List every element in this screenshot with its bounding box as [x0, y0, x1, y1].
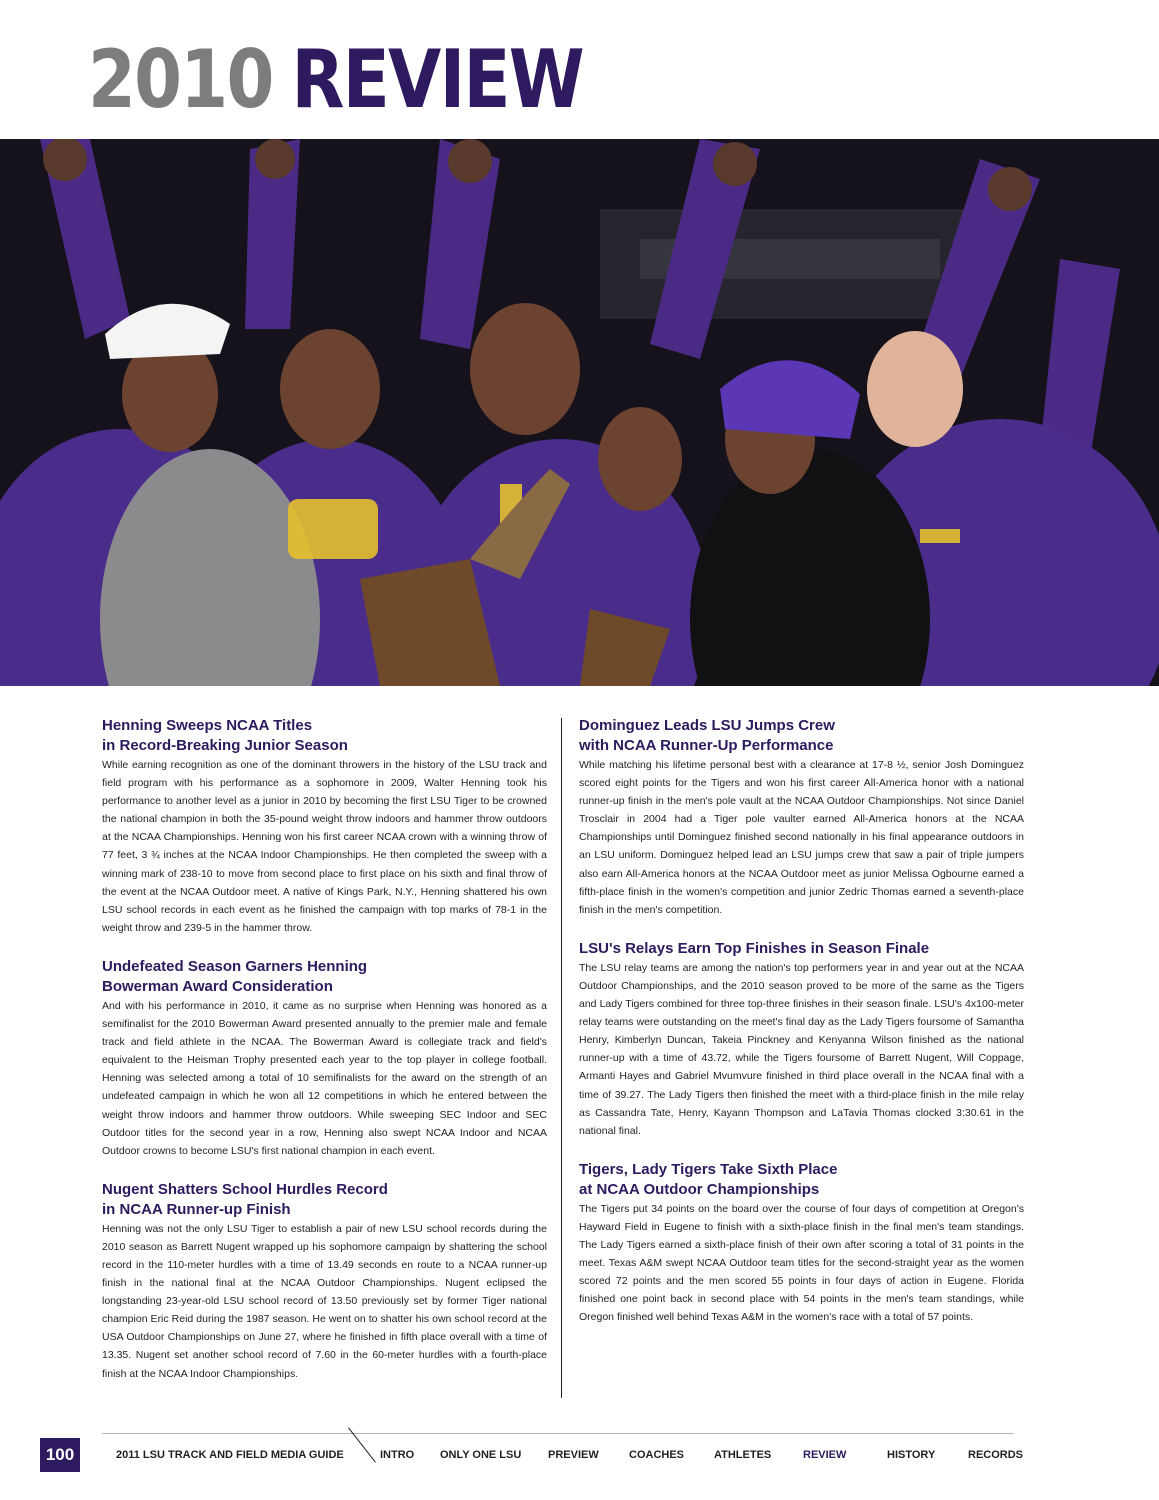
guide-title: 2011 LSU TRACK AND FIELD MEDIA GUIDE	[116, 1449, 344, 1461]
nav-preview[interactable]: PREVIEW	[548, 1449, 599, 1461]
heading-line: Nugent Shatters School Hurdles Record	[102, 1180, 388, 1198]
heading-line: in Record-Breaking Junior Season	[102, 737, 348, 754]
title-word: REVIEW	[291, 33, 583, 126]
article-heading	[102, 1180, 547, 1220]
article-body: The Tigers put 34 points on the board over the course of four days of competition at Oregon's Hayward Field in Eugene to finish with a sixth-place finish in the final men's team standings. The Lady Tigers earned a sixth-place finish of their own after scoring a total of 31 points in the meet. Texas A&M swept NCAA Outdoor team titles for the second-straight year as the women scored 72 points and the men scored 55 points in four days of action in Eugene. Florida finished one point back in second place with 54 points in the men's team standings, while Oregon finished well behind Texas A&M in the women's race with a total of 57 points.	[579, 1202, 1024, 1324]
article-heading	[102, 957, 547, 997]
team-celebration-photo	[0, 139, 1159, 686]
nav-records[interactable]: RECORDS	[968, 1449, 1024, 1461]
heading-line: Bowerman Award Consideration	[102, 977, 333, 995]
article-dominguez	[579, 716, 1024, 919]
left-column	[102, 716, 547, 1403]
page-number: 100	[40, 1438, 80, 1472]
article-body: And with his performance in 2010, it came as no surprise when Henning was honored as a semifinalist for the 2010 Bowerman Award presented annually to the premier male and female track and field athlete in the NCAA. The Bowerman Award is collegiate track and field's equivalent to the Heisman Trophy presented each year to the top player in college football. Henning was selected among a total of 10 semifinalists for the award on the strength of an undefeated campaign in which he won all 12 competitions in which he entered between the weight throw indoors and hammer throw outdoors. While sweeping SEC Indoor and SEC Outdoor titles for the second year in a row, Henning also swept NCAA Indoor and NCAA Outdoor crowns to become LSU's first national champion in each event.	[102, 999, 547, 1157]
heading-line: Undefeated Season Garners Henning	[102, 957, 368, 975]
nav-coaches[interactable]: COACHES	[629, 1449, 685, 1461]
nav-intro[interactable]: INTRO	[380, 1449, 415, 1461]
article-heading	[102, 716, 547, 756]
title-year: 2010	[88, 33, 273, 126]
article-sixth-place	[579, 1160, 1024, 1327]
heading-line: Henning Sweeps NCAA Titles	[102, 717, 313, 734]
nav-history[interactable]: HISTORY	[887, 1449, 936, 1461]
nav-only-one-lsu[interactable]: ONLY ONE LSU	[440, 1449, 522, 1461]
article-relays	[579, 939, 1024, 1140]
heading-line: in NCAA Runner-up Finish	[102, 1200, 291, 1218]
article-henning-titles	[102, 716, 547, 937]
heading-line: Dominguez Leads LSU Jumps Crew	[579, 717, 835, 734]
article-body: The LSU relay teams are among the nation's top performers year in and year out at the NCAA Outdoor Championships, and the 2010 season proved to be more of the same as the Tigers and Lady Tigers combined for three top-three finishes in their season finale. LSU's 4x100-meter relay teams were outstanding on the meet's final day as the Lady Tigers foursome of Samantha Henry, Kimberlyn Duncan, Takeia Pinckney and Kenyanna Wilson finished as the national runner-up with a time of 43.72, while the Tigers foursome of Barrett Nugent, Will Coppage, Armanti Hayes and Gabriel Mvumvure finished in third place overall in the NCAA final with a time of 39.27. The Lady Tigers then finished the meet with a third-place finish in the mile relay as Cassandra Tate, Henry, Kayann Thompson and LaTavia Thomas clocked 3:30.61 in the national final.	[579, 961, 1024, 1137]
nav-review[interactable]: REVIEW	[803, 1449, 847, 1461]
photo-illustration	[0, 139, 1159, 686]
article-heading	[579, 1160, 1024, 1200]
heading-line: Tigers, Lady Tigers Take Sixth Place	[579, 1160, 838, 1178]
footer-rule	[102, 1433, 1014, 1434]
article-heading	[579, 716, 1024, 756]
column-divider	[561, 718, 562, 1398]
article-body: While matching his lifetime personal best with a clearance at 17-8 ½, senior Josh Dominguez scored eight points for the Tigers and won his first career All-America honor with a national runner-up finish in the men's pole vault at the NCAA Outdoor Championships. Not since Daniel Trosclair in 2004 had a Tiger pole vaulter earned All-America honors at the NCAA Championships until Dominguez finished second nationally in his final appearance outdoors in an LSU uniform. Dominguez helped lead an LSU jumps crew that saw a pair of triple jumpers also earn All-America honors at the NCAA Outdoor meet as junior Melissa Ogbourne earned a fifth-place finish in the women's competition and junior Zedric Thomas earned a seventh-place finish in the men's competition.	[579, 759, 1024, 916]
article-body: While earning recognition as one of the dominant throwers in the history of the LSU track and field program with his performance as a sophomore in 2009, Walter Henning took his performance to another level as a junior in 2010 by becoming the first LSU Tiger to be crowned the national champion in both the 35-pound weight throw indoors and hammer throw outdoors at the NCAA Championships. Henning won his first career NCAA crown with a winning throw of 77 feet, 3 ¾ inches at the NCAA Indoor Championships. He then completed the sweep with a winning mark of 238-10 to move from second place to first place on his sixth and final throw of the event at the NCAA Outdoor meet. A native of Kings Park, N.Y., Henning shattered his own LSU school records in each event as he finished the campaign with top marks of 78-1 in the weight throw and 239-5 in the hammer throw.	[102, 759, 547, 934]
heading-line: at NCAA Outdoor Championships	[579, 1180, 820, 1198]
article-nugent-hurdles	[102, 1180, 547, 1383]
nav-athletes[interactable]: ATHLETES	[714, 1449, 772, 1461]
article-bowerman	[102, 957, 547, 1160]
article-body: Henning was not the only LSU Tiger to establish a pair of new LSU school records during the 2010 season as Barrett Nugent wrapped up his sophomore campaign by shattering the school record in the 110-meter hurdles with a time of 13.49 seconds en route to a NCAA runner-up finish in the national final at the NCAA Outdoor Championships. Nugent eclipsed the longstanding 23-year-old LSU school record of 13.50 previously set by former Tiger national champion Eric Reid during the 1987 season. He went on to shatter his own school record at the USA Outdoor Championships on June 27, where he finished in fifth place overall with a time of 13.35. Nugent set another school record of 7.60 in the 60-meter hurdles with a fourth-place finish at the NCAA Indoor Championships.	[102, 1222, 547, 1380]
right-column	[579, 716, 1024, 1346]
article-heading: LSU's Relays Earn Top Finishes in Season Finale	[579, 939, 930, 957]
heading-line: with NCAA Runner-Up Performance	[579, 737, 834, 754]
page-title	[88, 30, 583, 130]
